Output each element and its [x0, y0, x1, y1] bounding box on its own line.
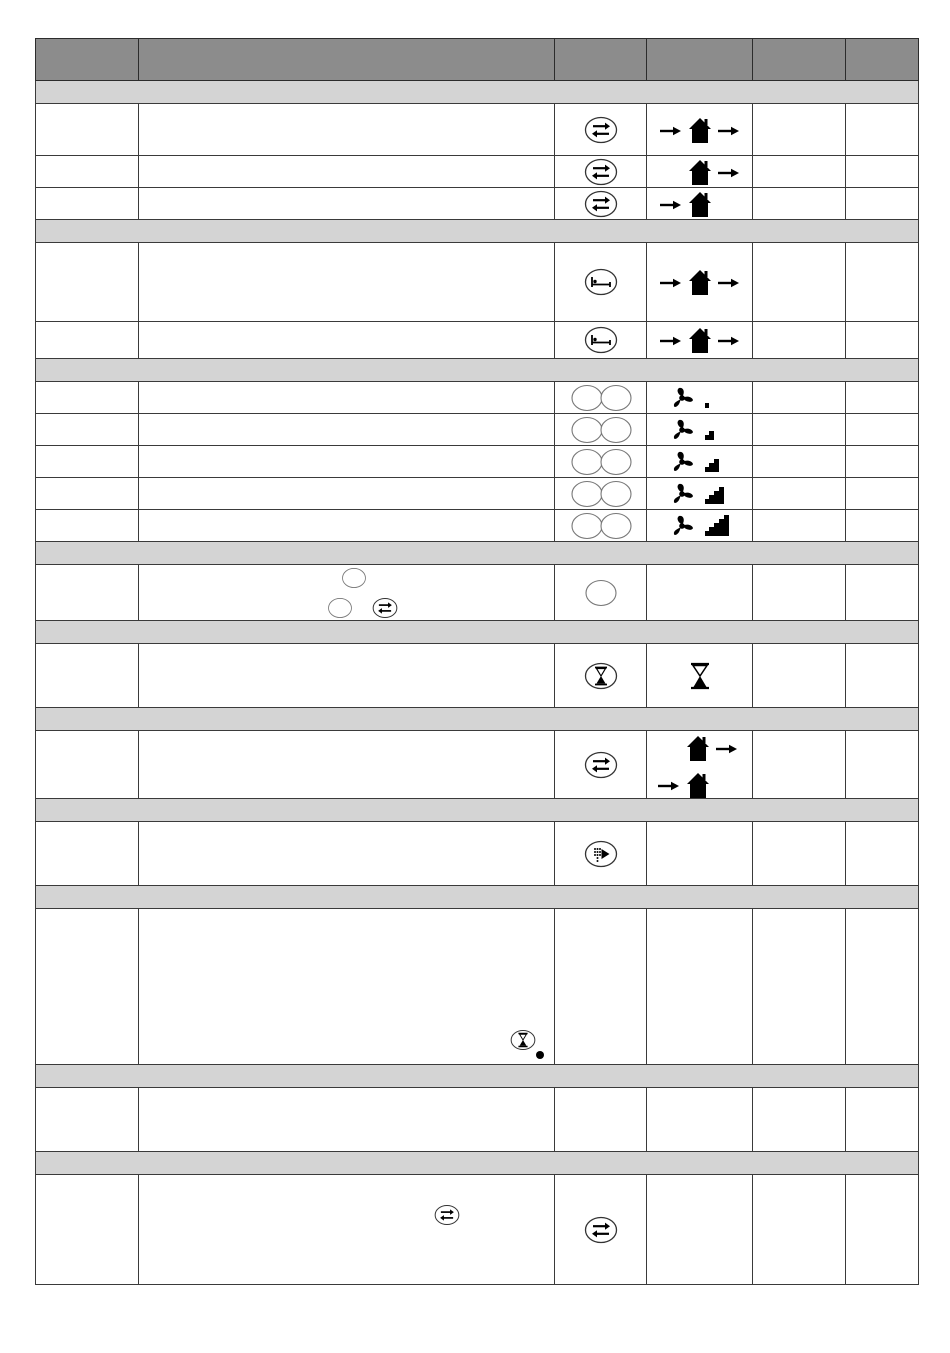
header-row [36, 39, 919, 81]
fan-speed-4-icon [671, 482, 737, 506]
table-row [36, 382, 919, 414]
table-row [36, 156, 919, 188]
settings-table [35, 38, 919, 1285]
section-row [36, 799, 919, 822]
header-cell-5 [753, 39, 846, 81]
fan-speed-3-icon [671, 450, 737, 474]
table-row [36, 644, 919, 708]
section-row [36, 1065, 919, 1088]
section-row [36, 81, 919, 104]
exchange-arrows-icon[interactable] [584, 158, 618, 186]
empty-button-icon [327, 597, 353, 619]
hourglass-display-icon [689, 662, 711, 690]
led-dot-icon [535, 1050, 545, 1060]
fan-speed-1-icon [671, 386, 737, 410]
house-airflow-out-icon [660, 158, 740, 186]
section-row [36, 708, 919, 731]
header-cell-1 [36, 39, 139, 81]
table-row [36, 104, 919, 156]
double-button-icon[interactable] [570, 384, 632, 412]
table-row [36, 322, 919, 359]
table-row [36, 478, 919, 510]
exchange-arrows-icon[interactable] [584, 190, 618, 218]
table-row [36, 1175, 919, 1285]
table-row [36, 188, 919, 220]
exchange-arrows-icon[interactable] [584, 1216, 618, 1244]
section-row [36, 621, 919, 644]
section-row [36, 359, 919, 382]
bed-icon[interactable] [584, 268, 618, 296]
section-row [36, 886, 919, 909]
table-row [36, 565, 919, 621]
exchange-arrows-icon[interactable] [584, 751, 618, 779]
double-button-icon[interactable] [570, 416, 632, 444]
empty-button-icon [341, 567, 367, 589]
table-row [36, 414, 919, 446]
house-airflow-in-icon [658, 771, 738, 799]
section-row [36, 220, 919, 243]
house-airflow-in-out-icon [660, 326, 740, 354]
double-button-icon[interactable] [570, 480, 632, 508]
exchange-arrows-icon[interactable] [584, 116, 618, 144]
fan-speed-5-icon [671, 514, 737, 538]
section-row [36, 1152, 919, 1175]
house-airflow-in-icon [660, 190, 740, 218]
header-cell-6 [846, 39, 919, 81]
exchange-arrows-icon [434, 1204, 460, 1226]
table-row [36, 909, 919, 1065]
house-airflow-out-icon [658, 734, 738, 762]
dots-arrow-icon[interactable] [584, 840, 618, 868]
house-airflow-in-out-icon [660, 268, 740, 296]
hourglass-icon[interactable] [584, 662, 618, 690]
header-cell-4 [647, 39, 753, 81]
exchange-arrows-icon [372, 597, 398, 619]
table-row [36, 510, 919, 542]
table-row [36, 446, 919, 478]
double-button-icon[interactable] [570, 448, 632, 476]
header-cell-2 [139, 39, 555, 81]
bed-icon[interactable] [584, 326, 618, 354]
section-row [36, 542, 919, 565]
table-row [36, 243, 919, 322]
table-row [36, 822, 919, 886]
double-button-icon[interactable] [570, 512, 632, 540]
table-row [36, 731, 919, 799]
empty-button-icon[interactable] [584, 579, 618, 607]
hourglass-icon [510, 1029, 536, 1051]
table-row [36, 1088, 919, 1152]
house-airflow-in-out-icon [660, 116, 740, 144]
header-cell-3 [555, 39, 647, 81]
fan-speed-2-icon [671, 418, 737, 442]
